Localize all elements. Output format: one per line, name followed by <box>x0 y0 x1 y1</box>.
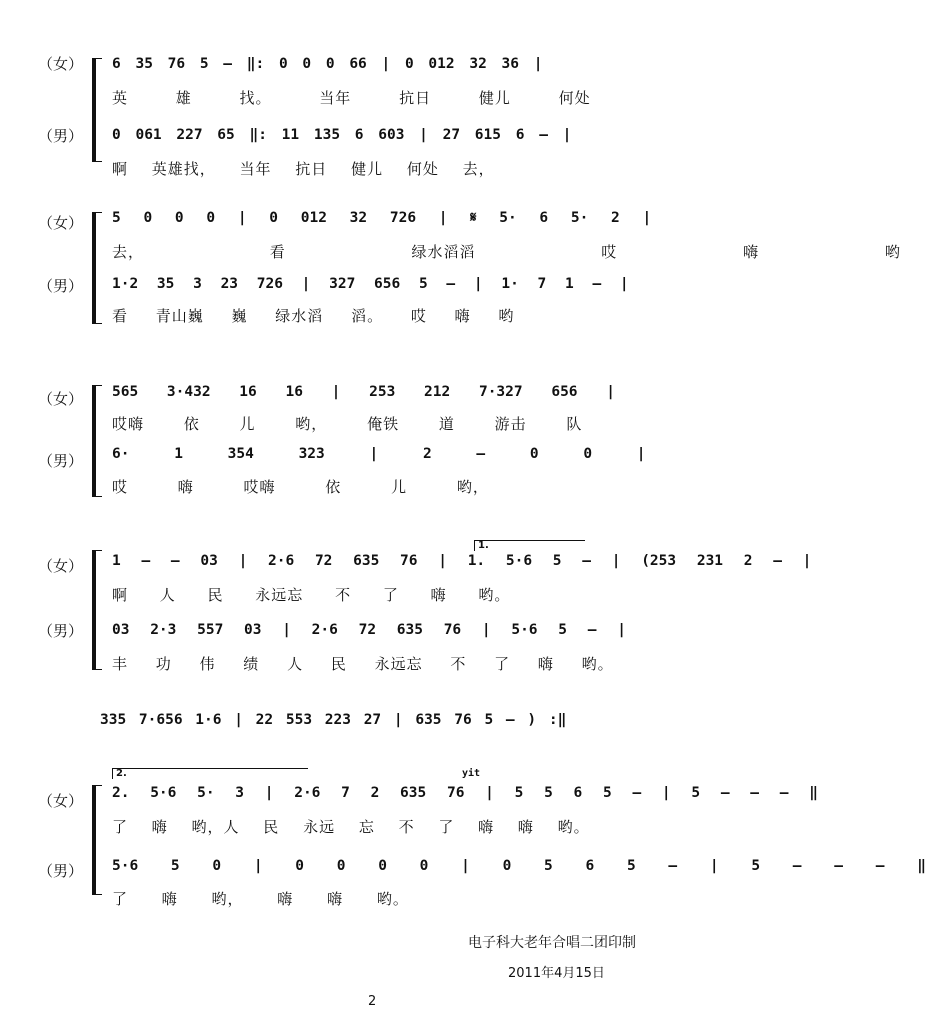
male-notes-line: 0 061 227 65 ‖: 11 135 6 603 | 27 615 6 – | <box>112 127 572 143</box>
male-notes-line: 6· 1 354 323 | 2 – 0 0 | <box>112 446 646 462</box>
female-lyrics-line: 去， 看 绿水滔滔 哎 嗨 哟 <box>112 243 901 261</box>
female-part-label: （女） <box>38 557 84 575</box>
female-notes-line: 1 – – 03 | 2·6 72 635 76 | 1. 5·6 5 – | (253 231 2 – | <box>112 553 812 569</box>
second-ending-bracket: 2. <box>112 768 308 779</box>
female-notes-line: 2. 5·6 5· 3 | 2·6 7 2 635 76 | 5 5 6 5 – | 5 – – – ‖ <box>112 785 818 801</box>
female-lyrics-line: 了 嗨 哟，人 民 永远 忘 不 了 嗨 嗨 哟。 <box>112 818 590 836</box>
male-part-label: （男） <box>38 277 84 295</box>
system-bracket <box>92 212 102 324</box>
male-lyrics-line: 丰 功 伟 绩 人 民 永远忘 不 了 嗨 哟。 <box>112 655 614 673</box>
yit-mark: yit <box>462 768 481 779</box>
female-part-label: （女） <box>38 792 84 810</box>
female-notes-line: 565 3·432 16 16 | 253 212 7·327 656 | <box>112 384 616 400</box>
system-bracket <box>92 785 102 895</box>
system-bracket <box>92 385 102 497</box>
male-lyrics-line: 啊 英雄找， 当年 抗日 健儿 何处 去， <box>112 160 495 178</box>
male-notes-line: 1·2 35 3 23 726 | 327 656 5 – | 1· 7 1 – | <box>112 276 629 292</box>
system-bracket <box>92 550 102 670</box>
male-lyrics-line: 哎 嗨 哎嗨 依 儿 哟， <box>112 478 489 496</box>
female-lyrics-line: 哎嗨 依 儿 哟， 俺铁 道 游击 队 <box>112 415 583 433</box>
male-notes-line: 03 2·3 557 03 | 2·6 72 635 76 | 5·6 5 – | <box>112 622 626 638</box>
male-lyrics-line: 了 嗨 哟， 嗨 嗨 哟。 <box>112 890 409 908</box>
female-lyrics-line: 英 雄 找。 当年 抗日 健儿 何处 <box>112 89 591 107</box>
male-part-label: （男） <box>38 127 84 145</box>
female-part-label: （女） <box>38 390 84 408</box>
male-part-label: （男） <box>38 452 84 470</box>
first-ending-bracket: 1. <box>474 540 585 551</box>
print-credit: 电子科大老年合唱二团印制 <box>468 935 636 951</box>
female-lyrics-line: 啊 人 民 永远忘 不 了 嗨 哟。 <box>112 586 511 604</box>
female-notes-line: 5 0 0 0 | 0 012 32 726 | 𝄋 5· 6 5· 2 | <box>112 210 652 226</box>
male-part-label: （男） <box>38 622 84 640</box>
interlude-notes-line: 335 7·656 1·6 | 22 553 223 27 | 635 76 5 – ) :‖ <box>100 712 567 728</box>
female-part-label: （女） <box>38 55 84 73</box>
male-lyrics-line: 看 青山巍 巍 绿水滔 滔。 哎 嗨 哟 <box>112 307 515 325</box>
system-bracket <box>92 58 102 162</box>
page-number: 2 <box>368 994 377 1009</box>
male-notes-line: 5·6 5 0 | 0 0 0 0 | 0 5 6 5 – | 5 – – – ‖ <box>112 858 926 874</box>
female-part-label: （女） <box>38 214 84 232</box>
female-notes-line: 6 35 76 5 – ‖: 0 0 0 66 | 0 012 32 36 | <box>112 56 543 72</box>
male-part-label: （男） <box>38 862 84 880</box>
print-date: 2011年4月15日 <box>508 966 605 981</box>
